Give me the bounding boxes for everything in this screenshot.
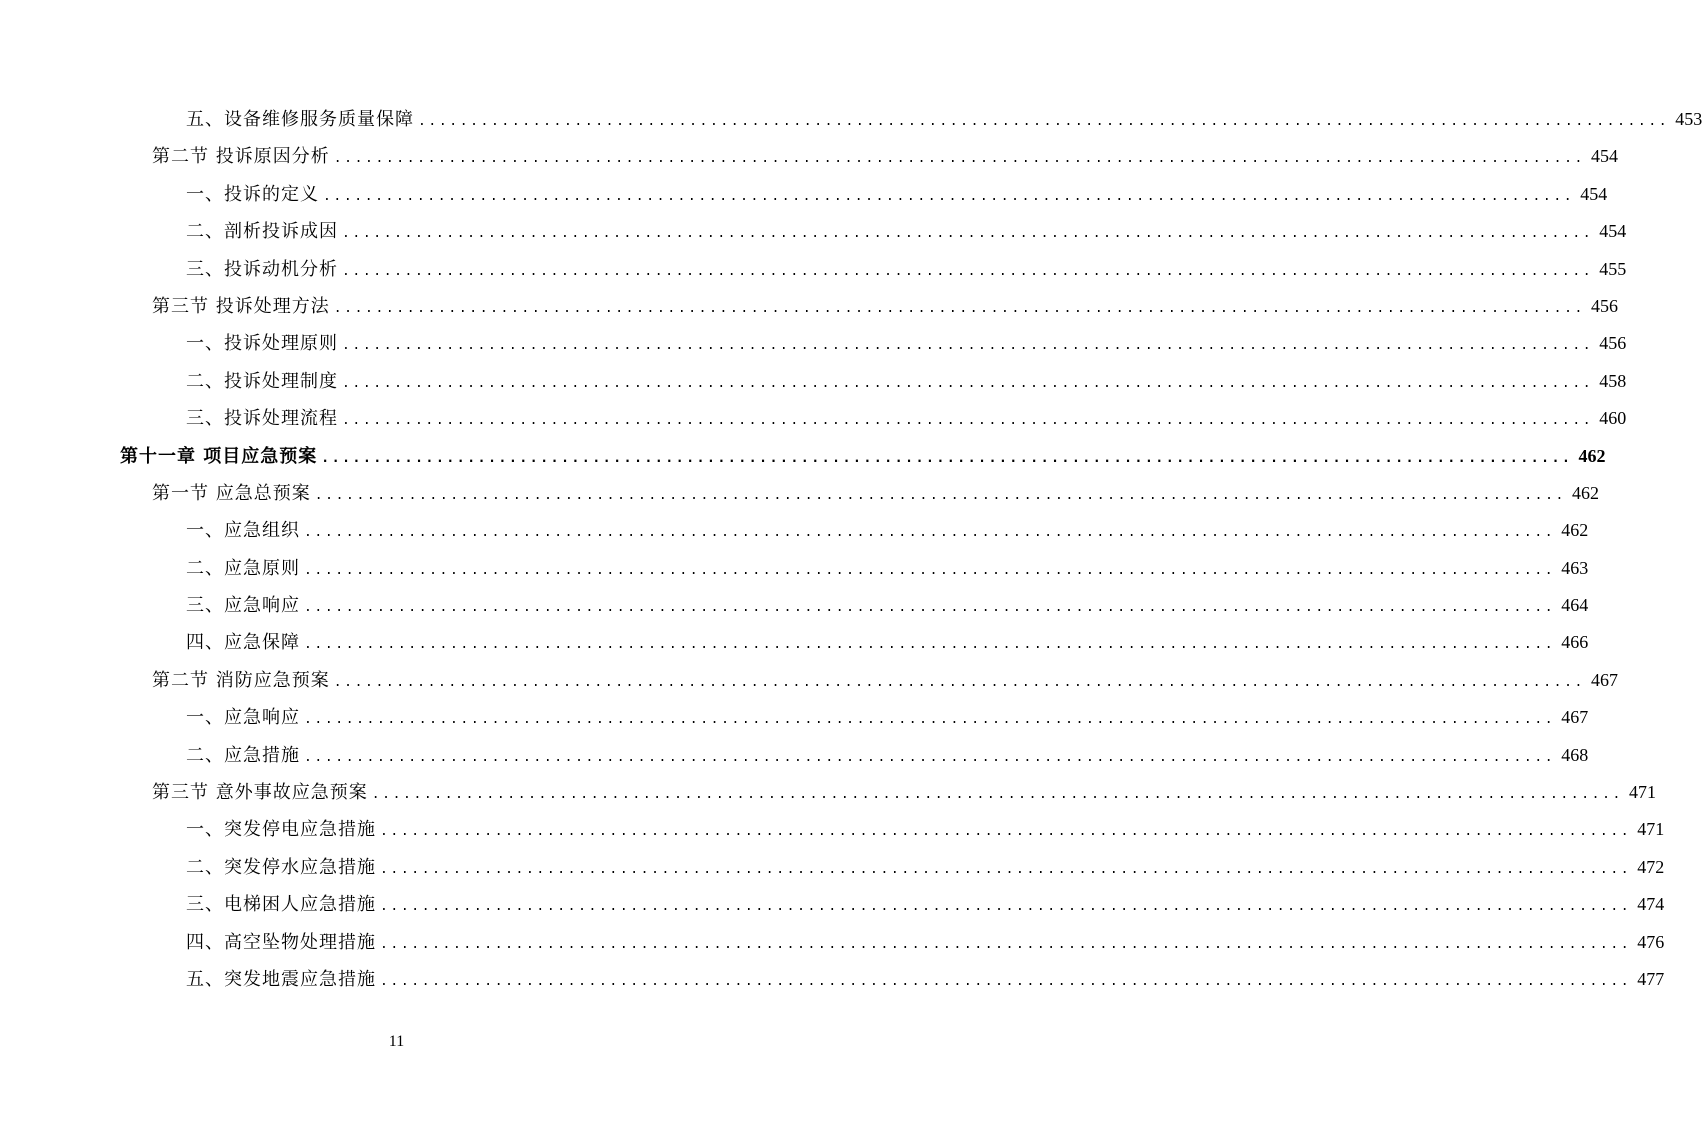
toc-entry-page: 460 [1599, 408, 1627, 429]
toc-entry-page: 456 [1599, 333, 1627, 354]
toc-leader-dots: ........................................................................................................................ [342, 338, 1594, 354]
toc-entry-page: 467 [1561, 707, 1589, 728]
toc-leader-dots: ........................................................................................................................ [342, 375, 1594, 391]
toc-entry-page: 456 [1590, 295, 1618, 316]
toc-entry[interactable] [0, 698, 1589, 735]
table-of-contents [0, 100, 1702, 997]
toc-entry[interactable] [0, 623, 1589, 660]
toc-entry-page: 462 [1561, 520, 1589, 541]
toc-entry-title: 一、投诉处理原则 [186, 333, 338, 355]
toc-entry-page: 454 [1590, 146, 1618, 167]
toc-entry[interactable] [0, 399, 1627, 436]
toc-entry[interactable] [0, 100, 1702, 137]
toc-leader-dots: ........................................................................................................................ [342, 413, 1594, 429]
toc-entry[interactable] [0, 250, 1627, 287]
toc-entry[interactable] [0, 736, 1589, 773]
toc-leader-dots: ........................................................................................................................ [304, 637, 1556, 653]
toc-entry-title: 三、电梯困人应急措施 [186, 894, 376, 916]
toc-entry-page: 464 [1561, 595, 1589, 616]
toc-entry[interactable] [0, 586, 1589, 623]
toc-entry[interactable] [0, 661, 1618, 698]
toc-leader-dots: ........................................................................................................................ [342, 263, 1594, 279]
toc-leader-dots: ........................................................................................................................ [371, 787, 1623, 803]
toc-entry[interactable] [0, 324, 1627, 361]
toc-entry-page: 467 [1590, 669, 1618, 690]
toc-entry-title: 二、应急措施 [186, 744, 300, 766]
toc-entry-page: 454 [1580, 183, 1608, 204]
toc-entry[interactable] [0, 175, 1608, 212]
toc-entry-page: 462 [1578, 445, 1606, 466]
toc-entry-title: 第二节 投诉原因分析 [152, 146, 330, 168]
toc-entry-title: 五、突发地震应急措施 [186, 968, 376, 990]
toc-leader-dots: ........................................................................................................................ [333, 674, 1585, 690]
toc-entry[interactable] [0, 212, 1627, 249]
toc-entry-title: 二、剖析投诉成因 [186, 221, 338, 243]
toc-leader-dots: ........................................................................................................................ [304, 712, 1556, 728]
toc-entry-title: 一、应急组织 [186, 520, 300, 542]
toc-leader-dots: ........................................................................................................................ [418, 114, 1670, 129]
toc-entry-page: 472 [1637, 856, 1665, 877]
toc-leader-dots: ........................................................................................................................ [342, 226, 1594, 242]
toc-entry[interactable] [0, 549, 1589, 586]
toc-entry-page: 453 [1675, 109, 1702, 129]
toc-entry-page: 466 [1561, 632, 1589, 653]
toc-chapter-entry[interactable] [0, 437, 1606, 474]
toc-entry-page: 458 [1599, 370, 1627, 391]
toc-entry[interactable] [0, 960, 1665, 997]
toc-entry-page: 476 [1637, 931, 1665, 952]
toc-entry-title: 三、投诉处理流程 [186, 408, 338, 430]
toc-entry[interactable] [0, 137, 1618, 174]
toc-entry-title: 第十一章 项目应急预案 [120, 445, 318, 467]
toc-entry[interactable] [0, 848, 1665, 885]
toc-entry-page: 471 [1637, 819, 1665, 840]
toc-entry-page: 462 [1571, 482, 1599, 503]
toc-entry-title: 二、突发停水应急措施 [186, 856, 376, 878]
toc-entry-title: 三、应急响应 [186, 595, 300, 617]
toc-entry-title: 一、应急响应 [186, 707, 300, 729]
toc-entry[interactable] [0, 773, 1656, 810]
toc-entry-page: 474 [1637, 894, 1665, 915]
toc-leader-dots: ........................................................................................................................ [304, 562, 1556, 578]
toc-entry[interactable] [0, 362, 1627, 399]
toc-leader-dots: ........................................................................................................................ [333, 300, 1585, 316]
toc-entry-title: 四、高空坠物处理措施 [186, 931, 376, 953]
toc-entry-title: 二、投诉处理制度 [186, 370, 338, 392]
toc-leader-dots: ........................................................................................................................ [380, 973, 1632, 989]
toc-entry[interactable] [0, 810, 1665, 847]
toc-leader-dots: ........................................................................................................................ [321, 450, 1573, 466]
page-number: 11 [388, 1033, 405, 1050]
toc-entry-title: 四、应急保障 [186, 632, 300, 654]
toc-entry-title: 一、投诉的定义 [186, 183, 319, 205]
toc-entry-page: 471 [1628, 782, 1656, 803]
toc-entry[interactable] [0, 885, 1665, 922]
toc-entry-title: 一、突发停电应急措施 [186, 819, 376, 841]
toc-leader-dots: ........................................................................................................................ [380, 824, 1632, 840]
toc-leader-dots: ........................................................................................................................ [304, 749, 1556, 765]
toc-entry-page: 468 [1561, 744, 1589, 765]
toc-entry[interactable] [0, 287, 1618, 324]
toc-entry-page: 463 [1561, 557, 1589, 578]
toc-leader-dots: ........................................................................................................................ [314, 487, 1566, 503]
toc-leader-dots: ........................................................................................................................ [323, 188, 1575, 204]
toc-entry-title: 二、应急原则 [186, 557, 300, 579]
toc-entry-page: 477 [1637, 968, 1665, 989]
toc-entry[interactable] [0, 511, 1589, 548]
toc-entry[interactable] [0, 474, 1599, 511]
toc-entry-page: 454 [1599, 221, 1627, 242]
toc-entry-title: 第三节 意外事故应急预案 [152, 782, 368, 804]
toc-entry-title: 第三节 投诉处理方法 [152, 295, 330, 317]
toc-entry-title: 三、投诉动机分析 [186, 258, 338, 280]
toc-leader-dots: ........................................................................................................................ [333, 151, 1585, 167]
toc-leader-dots: ........................................................................................................................ [304, 600, 1556, 616]
toc-entry-page: 455 [1599, 258, 1627, 279]
toc-entry-title: 五、设备维修服务质量保障 [186, 109, 414, 130]
toc-entry[interactable] [0, 923, 1665, 960]
toc-leader-dots: ........................................................................................................................ [380, 899, 1632, 915]
toc-entry-title: 第一节 应急总预案 [152, 482, 311, 504]
toc-leader-dots: ........................................................................................................................ [380, 936, 1632, 952]
toc-entry-title: 第二节 消防应急预案 [152, 669, 330, 691]
toc-leader-dots: ........................................................................................................................ [304, 525, 1556, 541]
toc-leader-dots: ........................................................................................................................ [380, 861, 1632, 877]
